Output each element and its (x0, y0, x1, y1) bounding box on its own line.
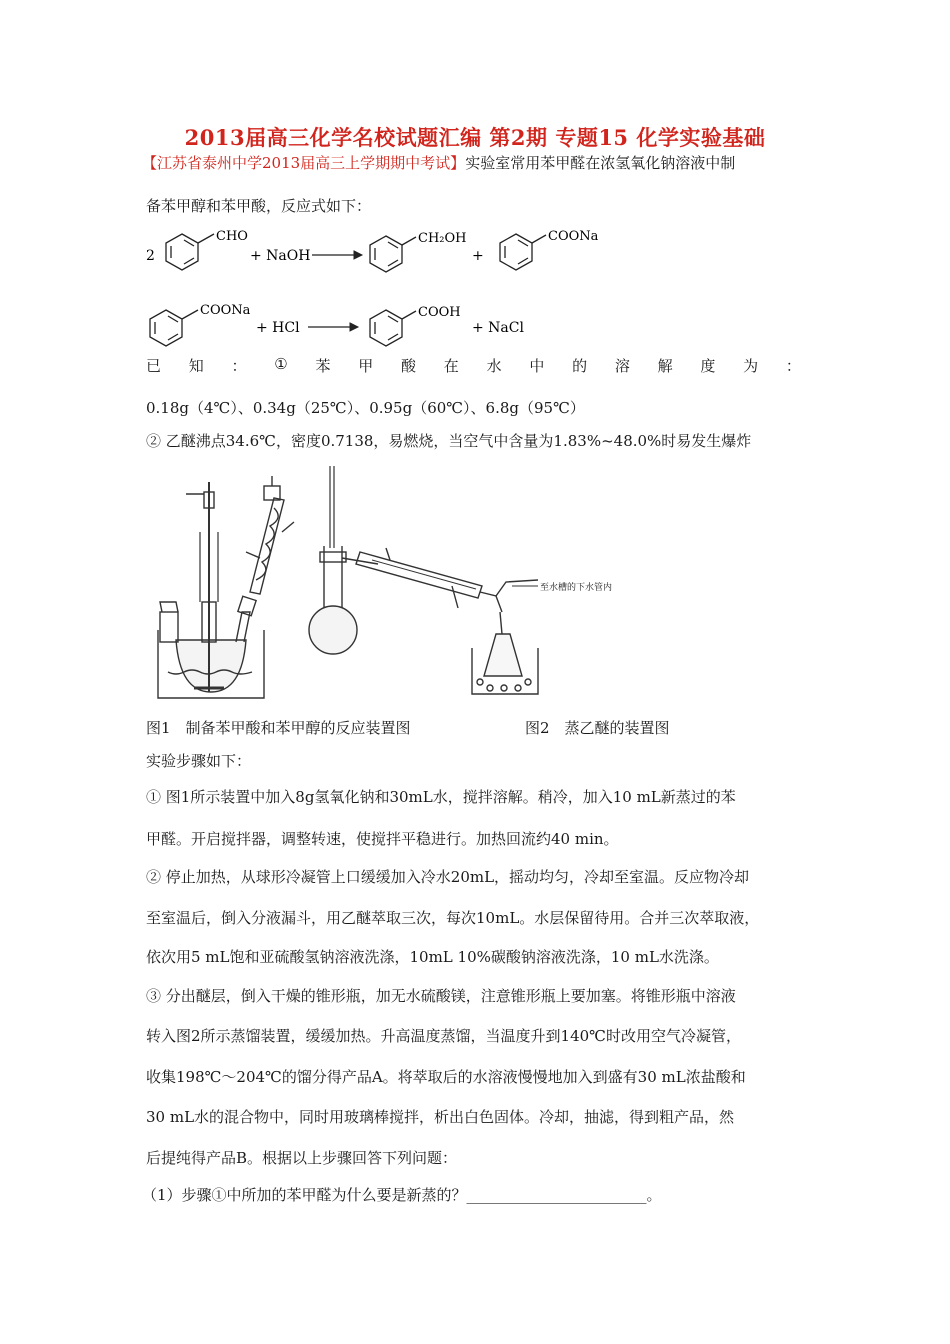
sodium-benzoate-structure (150, 310, 198, 346)
benzoic-acid-structure (370, 310, 416, 346)
known-char: 中 (529, 357, 545, 375)
question-1 (142, 1184, 662, 1205)
group-coona: COONa (548, 229, 599, 244)
step-line: 甲醛。开启搅拌器，调整转速，使搅拌平稳进行。加热回流约40 min。 (146, 830, 619, 848)
figure2-caption: 图2 蒸乙醚的装置图 (525, 719, 670, 737)
step-line: 30 mL水的混合物中，同时用玻璃棒搅拌，析出白色固体。冷却，抽滤，得到粗产品，然 (146, 1108, 735, 1126)
answer-blank[interactable]: ________________________ (466, 1186, 647, 1204)
figure2-distillation-apparatus (309, 466, 538, 694)
reagent-hcl: + HCl (256, 320, 300, 336)
step-line: 至室温后，倒入分液漏斗，用乙醚萃取三次，每次10mL。水层保留待用。合并三次萃取液， (146, 909, 760, 927)
reaction-equation-1 (140, 220, 620, 290)
steps-heading: 实验步骤如下： (146, 752, 252, 770)
step-line: ① 图1所示装置中加入8g氢氧化钠和30mL水，搅拌溶解。稍冷，加入10 mL新蒸过的苯 (146, 788, 736, 806)
reaction-equation-2 (140, 290, 540, 350)
group-cho: CHO (216, 229, 248, 244)
solubility-line: 0.18g（4℃）、0.34g（25℃）、0.95g（60℃）、6.8g（95℃） (146, 399, 585, 417)
intro-line: 备苯甲醇和苯甲酸，反应式如下： (146, 197, 372, 215)
sodium-benzoate-structure (500, 234, 546, 270)
step-line: 后提纯得产品B。根据以上步骤回答下列问题： (146, 1149, 458, 1167)
step-line: 依次用5 mL饱和亚硫酸氢钠溶液洗涤，10mL 10%碳酸钠溶液洗涤，10 mL水洗涤。 (146, 948, 719, 966)
plus-sign: + (472, 248, 484, 264)
known-char: ： (231, 357, 247, 375)
step-line: 转入图2所示蒸馏装置，缓缓加热。升高温度蒸馏，当温度升到140℃时改用空气冷凝管， (146, 1027, 741, 1045)
known-char: 甲 (358, 357, 374, 375)
reaction-arrow (308, 323, 358, 331)
ether-line: ② 乙醚沸点34.6℃，密度0.7138，易燃烧，当空气中含量为1.83%~48.0%时易发生爆炸 (146, 432, 752, 450)
source-tag: 【江苏省泰州中学2013届高三上学期期中考试】 (142, 154, 466, 172)
group-coona: COONa (200, 303, 251, 318)
group-ch2oh: CH₂OH (418, 231, 467, 246)
known-char: 溶 (614, 357, 630, 375)
known-char: 在 (443, 357, 459, 375)
coefficient: 2 (146, 248, 155, 264)
known-char: 度 (700, 357, 716, 375)
known-char: 水 (486, 357, 502, 375)
known-char: ① (274, 355, 288, 373)
group-cooh: COOH (418, 305, 461, 320)
known-char: 为 (743, 357, 759, 375)
condenser-water-label: 至水槽的下水管内 (540, 583, 613, 593)
reagent-naoh: + NaOH (250, 248, 311, 264)
question-1-text: （1）步骤①中所加的苯甲醛为什么要是新蒸的？ (142, 1186, 467, 1204)
step-line: ③ 分出醚层，倒入干燥的锥形瓶，加无水硫酸镁，注意锥形瓶上要加塞。将锥形瓶中溶液 (146, 987, 736, 1005)
known-char: 解 (657, 357, 673, 375)
question-1-end: 。 (646, 1186, 662, 1204)
source-line (142, 152, 735, 173)
known-char: ： (785, 357, 801, 375)
known-char: 苯 (315, 357, 331, 375)
known-char: 酸 (401, 357, 417, 375)
known-char: 知 (188, 357, 204, 375)
known-char: 已 (146, 357, 162, 375)
benzyl-alcohol-structure (370, 236, 416, 272)
source-text: 实验室常用苯甲醛在浓氢氧化钠溶液中制 (465, 154, 736, 172)
product-nacl: + NaCl (472, 320, 524, 336)
known-line (146, 355, 801, 376)
figure1-caption: 图1 制备苯甲酸和苯甲醇的反应装置图 (146, 719, 411, 737)
page-title: 2013届高三化学名校试题汇编 第2期 专题15 化学实验基础 (184, 125, 766, 150)
apparatus-figures (146, 462, 626, 710)
benzaldehyde-structure (166, 234, 214, 270)
step-line: ② 停止加热，从球形冷凝管上口缓缓加入冷水20mL，摇动均匀，冷却至室温。反应物冷却 (146, 868, 750, 886)
step-line: 收集198℃～204℃的馏分得产品A。将萃取后的水溶液慢慢地加入到盛有30 mL浓盐酸和 (146, 1068, 746, 1086)
reaction-arrow (312, 251, 362, 259)
figure1-reaction-apparatus (158, 476, 294, 698)
known-char: 的 (572, 357, 588, 375)
